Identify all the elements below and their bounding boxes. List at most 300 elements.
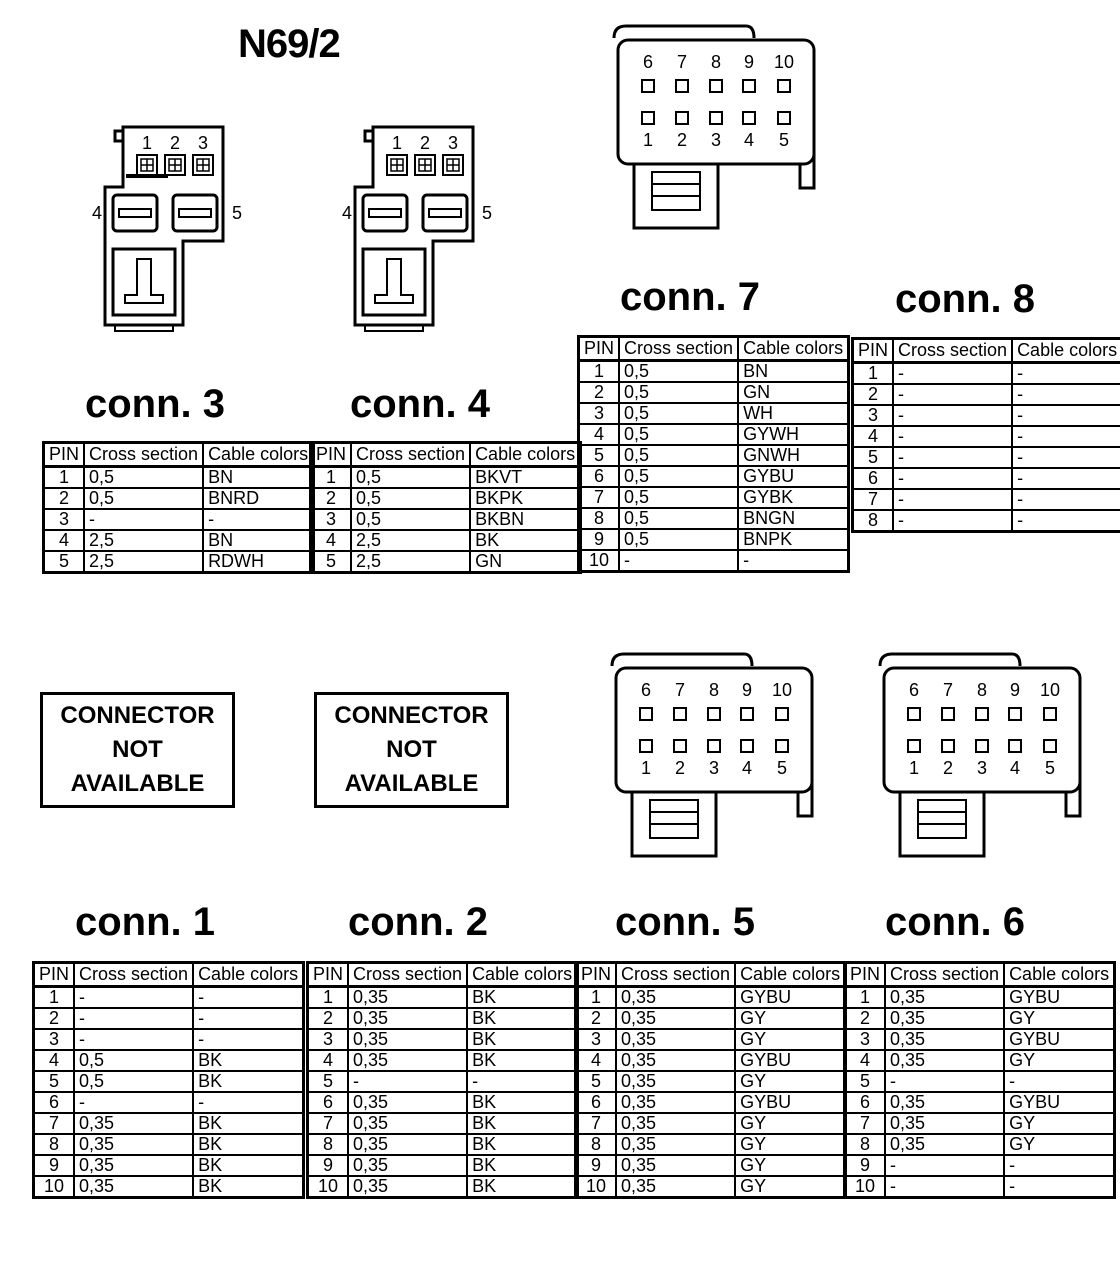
column-header-cross: Cross section (84, 443, 203, 467)
pin-cell: 10 (845, 1176, 886, 1198)
pin-label: 5 (481, 203, 493, 223)
conn1-table (32, 961, 305, 1199)
conn4-title: conn. 4 (349, 382, 491, 426)
column-header-cable: Cable colors (193, 963, 304, 987)
conn8-title: conn. 8 (894, 277, 1036, 321)
table-row (34, 1113, 304, 1134)
pin-cell: 3 (853, 405, 894, 426)
table-row (845, 1155, 1115, 1176)
column-header-cross: Cross section (351, 443, 470, 467)
table-row (845, 1008, 1115, 1029)
pin-cell: 4 (853, 426, 894, 447)
cable-color-cell: WH (738, 403, 849, 424)
table-row (576, 1029, 846, 1050)
table-row (845, 1134, 1115, 1155)
cable-color-cell: - (1012, 426, 1120, 447)
table-row (34, 1134, 304, 1155)
pin-cell: 6 (853, 468, 894, 489)
cross-section-cell: - (893, 447, 1012, 468)
pin-cell: 1 (576, 987, 617, 1009)
pin-cell: 1 (308, 987, 349, 1009)
pin-label: 7 (674, 680, 686, 700)
cable-color-cell: GN (470, 551, 581, 573)
pin-cell: 5 (576, 1071, 617, 1092)
pin-cell: 7 (34, 1113, 75, 1134)
column-header-cable: Cable colors (735, 963, 846, 987)
cable-color-cell: BK (467, 1134, 578, 1155)
cross-section-cell: 0,5 (84, 467, 203, 489)
pin-cell: 7 (853, 489, 894, 510)
pin-cell: 9 (579, 529, 620, 550)
cross-section-cell: - (893, 510, 1012, 532)
conn5-title: conn. 5 (614, 900, 756, 944)
pin-label: 10 (771, 680, 793, 700)
cable-color-cell: GY (1004, 1050, 1115, 1071)
table-row (311, 551, 581, 573)
cable-color-cell: - (193, 1008, 304, 1029)
pin-cell: 4 (576, 1050, 617, 1071)
cable-color-cell: BK (467, 1008, 578, 1029)
pin-cell: 3 (311, 509, 352, 530)
table-row (579, 403, 849, 424)
cross-section-cell: 0,35 (348, 1176, 467, 1198)
pin-label: 2 (674, 758, 686, 778)
pin-label: 1 (391, 133, 403, 153)
pin-cell: 9 (308, 1155, 349, 1176)
pin-cell: 10 (579, 550, 620, 572)
pin-cell: 7 (308, 1113, 349, 1134)
pin-cell: 5 (579, 445, 620, 466)
cross-section-cell: 0,5 (84, 488, 203, 509)
cable-color-cell: BK (193, 1155, 304, 1176)
pin-cell: 10 (308, 1176, 349, 1198)
cross-section-cell: 0,35 (348, 1029, 467, 1050)
pin-cell: 1 (845, 987, 886, 1009)
table-row (853, 384, 1120, 405)
pin-cell: 2 (308, 1008, 349, 1029)
cross-section-cell: 0,5 (351, 509, 470, 530)
conn7-title: conn. 7 (619, 275, 761, 319)
table-row (308, 1155, 578, 1176)
table-row (576, 1008, 846, 1029)
pin-label: 1 (141, 133, 153, 153)
cross-section-cell: 0,35 (74, 1134, 193, 1155)
cable-color-cell: - (1004, 1176, 1115, 1198)
pin-cell: 10 (34, 1176, 75, 1198)
conn8-table (851, 337, 1120, 533)
conn4-table (309, 441, 582, 574)
cross-section-cell: - (885, 1176, 1004, 1198)
cross-section-cell: - (893, 489, 1012, 510)
cross-section-cell: 0,35 (348, 1092, 467, 1113)
connector-6-drawing (878, 652, 1088, 862)
pin-cell: 9 (576, 1155, 617, 1176)
cable-color-cell: BK (193, 1176, 304, 1198)
cable-color-cell: - (738, 550, 849, 572)
cable-color-cell: GYBU (735, 987, 846, 1009)
cable-color-cell: RDWH (203, 551, 314, 573)
table-row (579, 445, 849, 466)
pin-cell: 6 (34, 1092, 75, 1113)
pin-cell: 1 (44, 467, 85, 489)
table-row (845, 1050, 1115, 1071)
cable-color-cell: BN (738, 361, 849, 383)
cross-section-cell: 0,5 (619, 529, 738, 550)
not-available-line: CONNECTOR (60, 702, 215, 729)
pin-label: 6 (908, 680, 920, 700)
cable-color-cell: BK (193, 1113, 304, 1134)
table-row (845, 1113, 1115, 1134)
cross-section-cell: 0,35 (348, 1113, 467, 1134)
cross-section-cell: 2,5 (84, 530, 203, 551)
cable-color-cell: BN (203, 467, 314, 489)
pin-cell: 7 (845, 1113, 886, 1134)
pin-label: 8 (976, 680, 988, 700)
cross-section-cell: 0,35 (616, 1176, 735, 1198)
cable-color-cell: GYBU (735, 1050, 846, 1071)
table-row (579, 361, 849, 383)
cable-color-cell: GYBK (738, 487, 849, 508)
cross-section-cell: 0,5 (619, 361, 738, 383)
not-available-line: AVAILABLE (70, 770, 205, 797)
pin-label: 7 (676, 52, 688, 72)
cross-section-cell: 0,35 (348, 987, 467, 1009)
pin-cell: 2 (845, 1008, 886, 1029)
not-available-line: CONNECTOR (334, 702, 489, 729)
cross-section-cell: - (893, 363, 1012, 385)
table-row (579, 487, 849, 508)
pin-cell: 4 (34, 1050, 75, 1071)
cross-section-cell: - (74, 987, 193, 1009)
cross-section-cell: - (893, 405, 1012, 426)
table-row (34, 1176, 304, 1198)
pin-cell: 2 (34, 1008, 75, 1029)
cross-section-cell: 0,5 (619, 403, 738, 424)
table-row (576, 1071, 846, 1092)
pin-label: 9 (743, 52, 755, 72)
connector-7-drawing (612, 24, 822, 234)
table-row (34, 1050, 304, 1071)
pin-label: 5 (231, 203, 243, 223)
pin-label: 3 (708, 758, 720, 778)
pin-cell: 10 (576, 1176, 617, 1198)
cross-section-cell: 0,5 (619, 424, 738, 445)
cross-section-cell: 0,35 (616, 1029, 735, 1050)
cable-color-cell: GY (1004, 1134, 1115, 1155)
pin-cell: 8 (34, 1134, 75, 1155)
pin-cell: 8 (576, 1134, 617, 1155)
pin-cell: 6 (579, 466, 620, 487)
cross-section-cell: 0,35 (885, 1029, 1004, 1050)
pin-label: 3 (976, 758, 988, 778)
cross-section-cell: - (74, 1029, 193, 1050)
pin-cell: 6 (845, 1092, 886, 1113)
pin-cell: 3 (44, 509, 85, 530)
conn2-not-available-box (314, 692, 509, 808)
pin-cell: 5 (34, 1071, 75, 1092)
cross-section-cell: 0,35 (74, 1113, 193, 1134)
pin-cell: 3 (308, 1029, 349, 1050)
table-row (579, 529, 849, 550)
cross-section-cell: 0,5 (74, 1050, 193, 1071)
conn5-table (574, 961, 847, 1199)
table-row (308, 1113, 578, 1134)
pin-label: 2 (419, 133, 431, 153)
cross-section-cell: 0,35 (616, 1155, 735, 1176)
cross-section-cell: 0,35 (616, 1092, 735, 1113)
table-row (34, 987, 304, 1009)
table-row (308, 1050, 578, 1071)
cable-color-cell: BK (467, 1050, 578, 1071)
pin-cell: 9 (34, 1155, 75, 1176)
cross-section-cell: 0,35 (885, 1113, 1004, 1134)
table-row (308, 1071, 578, 1092)
table-row (576, 1155, 846, 1176)
table-row (44, 509, 314, 530)
pin-label: 10 (1039, 680, 1061, 700)
cable-color-cell: - (193, 987, 304, 1009)
cross-section-cell: 0,5 (619, 487, 738, 508)
table-row (853, 405, 1120, 426)
cross-section-cell: - (893, 468, 1012, 489)
pin-label: 4 (1009, 758, 1021, 778)
pin-cell: 2 (853, 384, 894, 405)
cable-color-cell: BNGN (738, 508, 849, 529)
cross-section-cell: - (84, 509, 203, 530)
cable-color-cell: GY (735, 1071, 846, 1092)
table-row (34, 1155, 304, 1176)
table-row (34, 1092, 304, 1113)
not-available-line: NOT (386, 736, 437, 763)
cable-color-cell: BK (467, 1176, 578, 1198)
pin-label: 2 (169, 133, 181, 153)
pin-label: 4 (743, 130, 755, 150)
table-row (845, 1071, 1115, 1092)
table-row (34, 1029, 304, 1050)
table-row (311, 488, 581, 509)
column-header-pin: PIN (576, 963, 617, 987)
table-row (44, 467, 314, 489)
cross-section-cell: 2,5 (351, 551, 470, 573)
table-row (308, 1134, 578, 1155)
cross-section-cell: 0,5 (619, 445, 738, 466)
pin-cell: 8 (308, 1134, 349, 1155)
pin-cell: 8 (579, 508, 620, 529)
cable-color-cell: - (467, 1071, 578, 1092)
column-header-cable: Cable colors (203, 443, 314, 467)
pin-cell: 4 (308, 1050, 349, 1071)
table-row (579, 508, 849, 529)
cross-section-cell: 0,35 (616, 987, 735, 1009)
column-header-cable: Cable colors (1012, 339, 1120, 363)
cross-section-cell: - (619, 550, 738, 572)
column-header-pin: PIN (311, 443, 352, 467)
table-row (44, 530, 314, 551)
cross-section-cell: 0,35 (885, 1134, 1004, 1155)
cross-section-cell: 0,5 (74, 1071, 193, 1092)
cross-section-cell: - (893, 384, 1012, 405)
pin-cell: 7 (579, 487, 620, 508)
cross-section-cell: - (893, 426, 1012, 447)
cable-color-cell: BK (467, 1155, 578, 1176)
column-header-cross: Cross section (885, 963, 1004, 987)
pin-cell: 9 (845, 1155, 886, 1176)
pin-label: 6 (642, 52, 654, 72)
table-row (311, 467, 581, 489)
cross-section-cell: 0,35 (616, 1008, 735, 1029)
cable-color-cell: GNWH (738, 445, 849, 466)
conn2-title: conn. 2 (347, 900, 489, 944)
cable-color-cell: - (1012, 489, 1120, 510)
column-header-cable: Cable colors (738, 337, 849, 361)
cross-section-cell: 0,35 (885, 1050, 1004, 1071)
cross-section-cell: 0,35 (616, 1050, 735, 1071)
table-row (576, 1050, 846, 1071)
pin-label: 9 (741, 680, 753, 700)
cable-color-cell: - (1012, 405, 1120, 426)
cable-color-cell: GYBU (738, 466, 849, 487)
column-header-pin: PIN (853, 339, 894, 363)
cable-color-cell: - (193, 1092, 304, 1113)
column-header-cable: Cable colors (467, 963, 578, 987)
pin-label: 8 (708, 680, 720, 700)
pin-cell: 6 (308, 1092, 349, 1113)
cable-color-cell: - (1012, 510, 1120, 532)
pin-cell: 8 (853, 510, 894, 532)
table-row (576, 1092, 846, 1113)
column-header-pin: PIN (845, 963, 886, 987)
pin-cell: 5 (853, 447, 894, 468)
pin-label: 3 (197, 133, 209, 153)
cable-color-cell: GY (735, 1029, 846, 1050)
pin-label: 1 (908, 758, 920, 778)
conn6-table (843, 961, 1116, 1199)
conn1-not-available-box (40, 692, 235, 808)
pin-label: 4 (91, 203, 103, 223)
cross-section-cell: 0,35 (348, 1050, 467, 1071)
table-row (853, 468, 1120, 489)
pin-cell: 1 (579, 361, 620, 383)
pin-label: 4 (341, 203, 353, 223)
cable-color-cell: - (203, 509, 314, 530)
cross-section-cell: - (348, 1071, 467, 1092)
connector-4-drawing (335, 125, 505, 330)
cross-section-cell: 0,5 (619, 508, 738, 529)
pin-cell: 3 (845, 1029, 886, 1050)
table-row (845, 1176, 1115, 1198)
cable-color-cell: BNRD (203, 488, 314, 509)
table-row (308, 987, 578, 1009)
cable-color-cell: - (1004, 1155, 1115, 1176)
pin-cell: 6 (576, 1092, 617, 1113)
cross-section-cell: 0,5 (351, 467, 470, 489)
cable-color-cell: BKVT (470, 467, 581, 489)
table-row (34, 1071, 304, 1092)
conn1-title: conn. 1 (74, 900, 216, 944)
cross-section-cell: 0,35 (74, 1176, 193, 1198)
column-header-cross: Cross section (348, 963, 467, 987)
cable-color-cell: - (1012, 384, 1120, 405)
cable-color-cell: BK (193, 1134, 304, 1155)
cable-color-cell: GY (1004, 1008, 1115, 1029)
pin-label: 3 (710, 130, 722, 150)
table-row (845, 1092, 1115, 1113)
pin-label: 7 (942, 680, 954, 700)
cross-section-cell: - (885, 1071, 1004, 1092)
pin-cell: 5 (44, 551, 85, 573)
column-header-pin: PIN (34, 963, 75, 987)
column-header-cross: Cross section (619, 337, 738, 361)
pin-cell: 3 (579, 403, 620, 424)
column-header-pin: PIN (44, 443, 85, 467)
table-row (853, 489, 1120, 510)
pin-label: 1 (640, 758, 652, 778)
cross-section-cell: 0,35 (348, 1134, 467, 1155)
page-title: N69/2 (238, 22, 340, 66)
cable-color-cell: - (1004, 1071, 1115, 1092)
not-available-line: NOT (112, 736, 163, 763)
pin-label: 2 (676, 130, 688, 150)
cable-color-cell: GN (738, 382, 849, 403)
cable-color-cell: - (193, 1029, 304, 1050)
cable-color-cell: GY (1004, 1113, 1115, 1134)
pin-cell: 4 (44, 530, 85, 551)
table-row (579, 466, 849, 487)
table-row (853, 363, 1120, 385)
column-header-pin: PIN (579, 337, 620, 361)
not-available-line: AVAILABLE (344, 770, 479, 797)
cross-section-cell: 0,35 (348, 1155, 467, 1176)
cable-color-cell: GY (735, 1155, 846, 1176)
pin-label: 6 (640, 680, 652, 700)
pin-label: 10 (773, 52, 795, 72)
column-header-cross: Cross section (616, 963, 735, 987)
table-row (576, 987, 846, 1009)
cross-section-cell: 0,35 (616, 1071, 735, 1092)
cable-color-cell: - (1012, 468, 1120, 489)
pin-cell: 2 (576, 1008, 617, 1029)
cable-color-cell: BK (467, 1113, 578, 1134)
table-row (308, 1092, 578, 1113)
cable-color-cell: BKBN (470, 509, 581, 530)
table-row (576, 1134, 846, 1155)
conn6-title: conn. 6 (884, 900, 1026, 944)
pin-cell: 3 (34, 1029, 75, 1050)
pin-cell: 5 (311, 551, 352, 573)
pin-label: 5 (778, 130, 790, 150)
cable-color-cell: GY (735, 1008, 846, 1029)
conn7-table (577, 335, 850, 573)
column-header-cross: Cross section (893, 339, 1012, 363)
column-header-pin: PIN (308, 963, 349, 987)
table-row (845, 1029, 1115, 1050)
cross-section-cell: 0,5 (619, 382, 738, 403)
cross-section-cell: 0,35 (885, 1092, 1004, 1113)
cable-color-cell: GYWH (738, 424, 849, 445)
cable-color-cell: BK (467, 1029, 578, 1050)
cable-color-cell: BK (467, 987, 578, 1009)
cable-color-cell: BK (470, 530, 581, 551)
pin-cell: 1 (34, 987, 75, 1009)
pin-cell: 2 (579, 382, 620, 403)
pin-cell: 5 (845, 1071, 886, 1092)
table-row (579, 382, 849, 403)
table-row (311, 530, 581, 551)
pin-cell: 5 (308, 1071, 349, 1092)
table-row (853, 510, 1120, 532)
pin-cell: 1 (853, 363, 894, 385)
cable-color-cell: GYBU (1004, 1092, 1115, 1113)
